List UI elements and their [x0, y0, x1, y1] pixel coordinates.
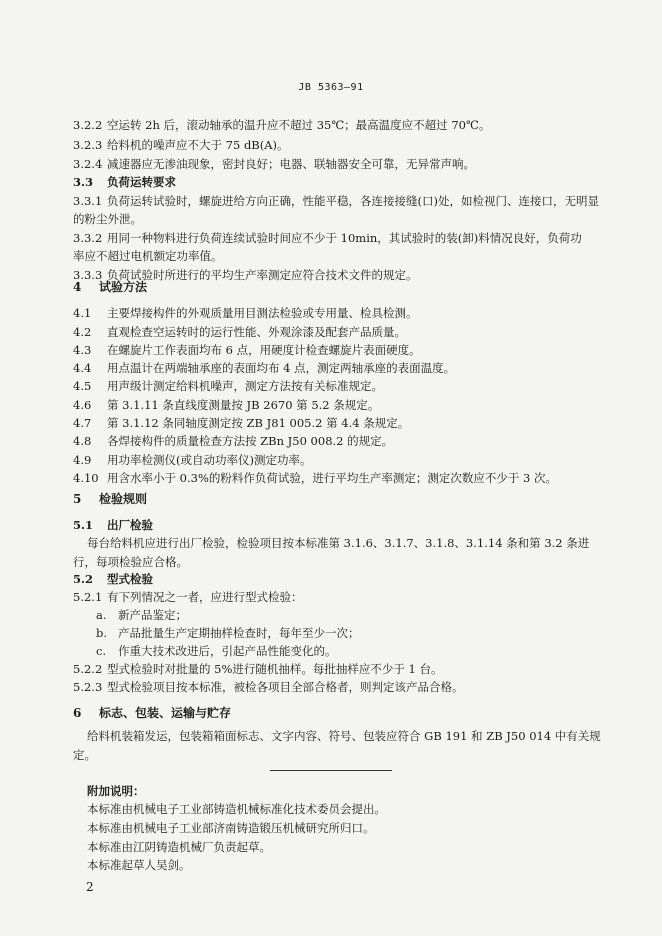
clause-4-4: 4.4 用点温计在两端轴承座的表面均布 4 点，测定两轴承座的表面温度。 — [73, 361, 456, 375]
clause-5-2-3: 5.2.3 型式检验项目按本标准，被检各项目全部合格者，则判定该产品合格。 — [73, 680, 464, 694]
divider-line — [270, 770, 392, 771]
clause-3-2-2: 3.2.2 空运转 2h 后，滚动轴承的温升应不超过 35℃；最高温度应不超过 70℃。 — [73, 118, 491, 132]
subsection-3-3-heading: 3.3 负荷运转要求 — [73, 175, 176, 189]
section-6-body: 给料机装箱发运，包装箱箱面标志、文字内容、符号、包装应符合 GB 191 和 ZB J50 014 中有关规 — [87, 729, 601, 743]
clause-4-10: 4.10 用含水率小于 0.3%的粉料作负荷试验，进行平均生产率测定；测定次数应不少于 3 次。 — [73, 471, 557, 485]
appendix-title: 附加说明： — [87, 784, 145, 798]
clause-3-3-2-cont: 率应不超过电机额定功率值。 — [73, 249, 223, 263]
subsection-5-1-heading: 5.1 出厂检验 — [73, 518, 153, 532]
clause-3-3-2: 3.3.2 用同一种物料进行负荷连续试验时间应不少于 10min，其试验时的装(卸)料情况良好，负荷功 — [73, 231, 582, 245]
clause-4-2: 4.2 直观检查空运转时的运行性能、外观涂漆及配套产品质量。 — [73, 325, 406, 339]
list-item: b. 产品批量生产定期抽样检查时，每年至少一次； — [96, 626, 360, 640]
clause-4-8: 4.8 各焊接构件的质量检查方法按 ZBn J50 008.2 的规定。 — [73, 434, 394, 448]
clause-4-6: 4.6 第 3.1.11 条直线度测量按 JB 2670 第 5.2 条规定。 — [73, 398, 380, 412]
clause-4-9: 4.9 用功率检测仪(或自动功率仪)测定功率。 — [73, 453, 312, 467]
clause-4-1: 4.1 主要焊接构件的外观质量用目测法检验或专用量、检具检测。 — [73, 306, 418, 320]
clause-5-1-body-cont: 行，每项检验应合格。 — [73, 555, 188, 569]
clause-5-2-1: 5.2.1 有下列情况之一者，应进行型式检验： — [73, 590, 303, 604]
page-number: 2 — [86, 880, 94, 894]
list-item: c. 作重大技术改进后，引起产品性能变化的。 — [96, 644, 337, 658]
clause-3-3-3: 3.3.3 负荷试验时所进行的平均生产率测定应符合技术文件的规定。 — [73, 268, 418, 282]
clause-3-2-4: 3.2.4 减速器应无渗油现象，密封良好；电器、联轴器安全可靠，无异常声响。 — [73, 157, 475, 171]
list-item: a. 新产品鉴定； — [96, 608, 187, 622]
section-6-body-cont: 定。 — [73, 748, 96, 762]
appendix-line: 本标准由机械电子工业部济南铸造锻压机械研究所归口。 — [87, 821, 375, 835]
appendix-line: 本标准由机械电子工业部铸造机械标准化技术委员会提出。 — [87, 802, 386, 816]
subsection-5-2-heading: 5.2 型式检验 — [73, 572, 153, 586]
clause-4-3: 4.3 在螺旋片工作表面均布 6 点，用硬度计检查螺旋片表面硬度。 — [73, 343, 421, 357]
page-header: JB 5363—91 — [298, 82, 364, 93]
clause-3-2-3: 3.2.3 给料机的噪声应不大于 75 dB(A)。 — [73, 138, 289, 152]
appendix-line: 本标准起草人吴剑。 — [87, 858, 191, 872]
clause-5-2-2: 5.2.2 型式检验时对批量的 5%进行随机抽样。每批抽样应不少于 1 台。 — [73, 662, 443, 676]
clause-3-3-1-cont: 的粉尘外泄。 — [73, 212, 142, 226]
clause-3-3-1: 3.3.1 负荷运转试验时，螺旋进给方向正确，性能平稳，各连接接缝(口)处，如检视门、连接口，无明显 — [73, 194, 599, 208]
clause-4-7: 4.7 第 3.1.12 条同轴度测定按 ZB J81 005.2 第 4.4 条规定。 — [73, 416, 410, 430]
section-5-heading: 5 检验规则 — [73, 492, 148, 506]
section-6-heading: 6 标志、包装、运输与贮存 — [73, 706, 232, 720]
appendix-line: 本标准由江阴铸造机械厂负责起草。 — [87, 840, 271, 854]
section-4-heading: 4 试验方法 — [73, 280, 148, 294]
clause-4-5: 4.5 用声级计测定给料机噪声，测定方法按有关标准规定。 — [73, 379, 383, 393]
clause-5-1-body: 每台给料机应进行出厂检验，检验项目按本标准第 3.1.6、3.1.7、3.1.8、3.1.14 条和第 3.2 条进 — [87, 536, 590, 550]
